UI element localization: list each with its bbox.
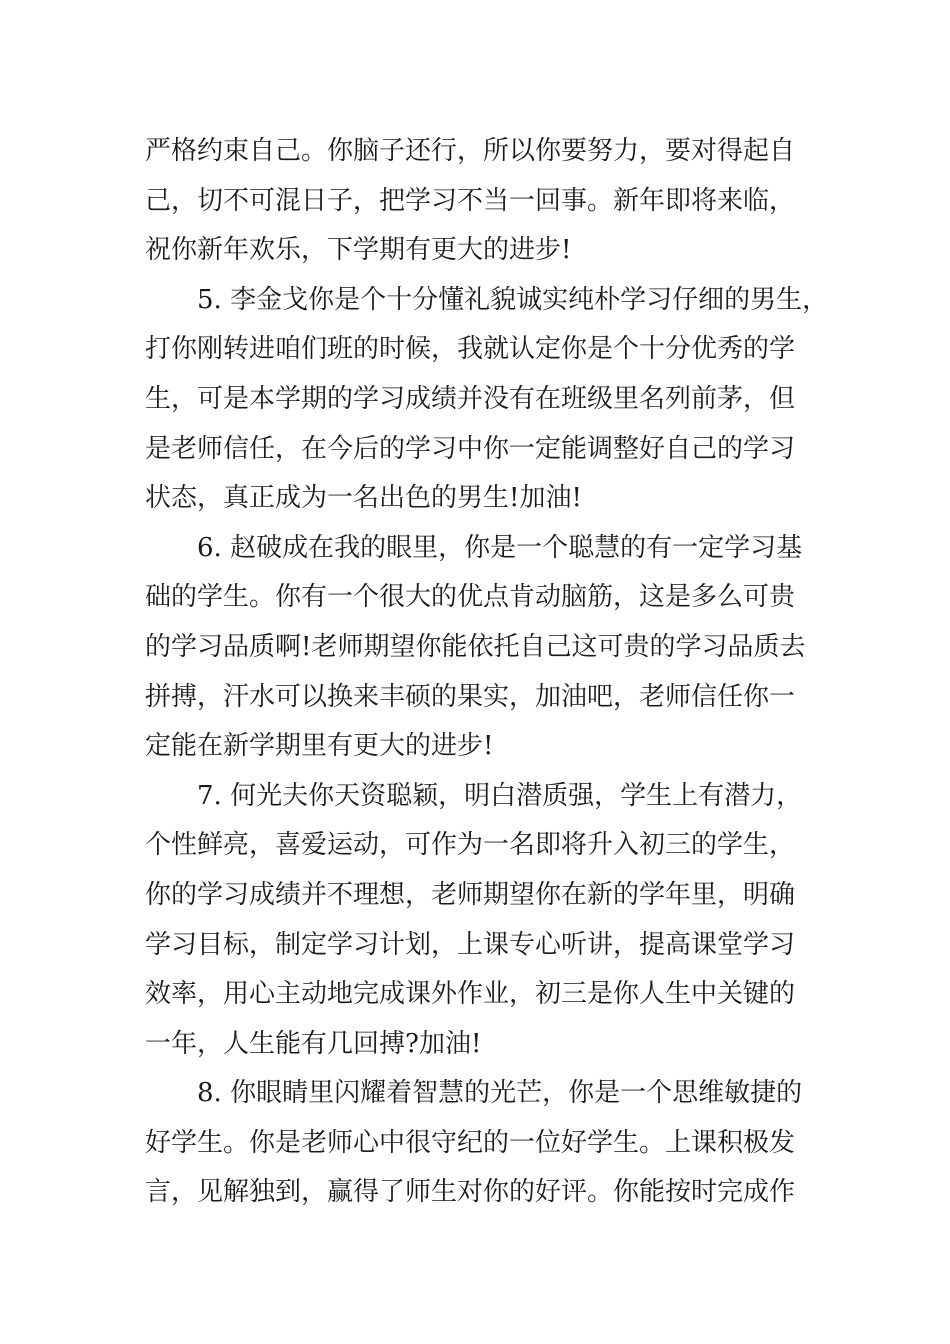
text-line: 效率，用心主动地完成课外作业，初三是你人生中关键的: [145, 979, 796, 1010]
text-line: 己，切不可混日子，把学习不当一回事。新年即将来临，: [145, 185, 796, 216]
text-line: 学习目标，制定学习计划，上课专心听讲，提高课堂学习: [145, 929, 796, 960]
text-line: 严格约束自己。你脑子还行，所以你要努力，要对得起自: [145, 136, 796, 166]
paragraph-first-line: 7. 何光夫你天资聪颖，明白潜质强，学生上有潜力，: [197, 780, 803, 811]
text-line: 状态，真正成为一名出色的男生!加油!: [145, 483, 582, 514]
text-line: 你的学习成绩并不理想，老师期望你在新的学年里，明确: [145, 879, 796, 910]
text-line: 是老师信任，在今后的学习中你一定能调整好自己的学习: [145, 433, 796, 464]
text-line: 的学习品质啊!老师期望你能依托自己这可贵的学习品质去: [145, 631, 806, 662]
text-line: 好学生。你是老师心中很守纪的一位好学生。上课积极发: [145, 1127, 796, 1158]
text-line: 础的学生。你有一个很大的优点肯动脑筋，这是多么可贵: [145, 582, 796, 613]
text-line: 言，见解独到，赢得了师生对你的好评。你能按时完成作: [145, 1177, 796, 1208]
text-line: 祝你新年欢乐，下学期有更大的进步!: [145, 235, 572, 266]
text-line: 生，可是本学期的学习成绩并没有在班级里名列前茅，但: [145, 383, 796, 414]
text-line: 打你刚转进咱们班的时候，我就认定你是个十分优秀的学: [145, 334, 796, 365]
paragraph-first-line: 5. 李金戈你是个十分懂礼貌诚实纯朴学习仔细的男生，: [197, 284, 829, 315]
text-line: 个性鲜亮，喜爱运动，可作为一名即将升入初三的学生，: [145, 830, 796, 861]
paragraph-first-line: 8. 你眼睛里闪耀着智慧的光芒，你是一个思维敏捷的: [197, 1078, 803, 1109]
text-line: 一年，人生能有几回搏?加油!: [145, 1028, 482, 1059]
text-line: 拼搏，汗水可以换来丰硕的果实，加油吧，老师信任你一: [145, 681, 796, 712]
paragraph-first-line: 6. 赵破成在我的眼里，你是一个聪慧的有一定学习基: [197, 532, 803, 563]
body-text: [145, 127, 829, 1218]
text-line: 定能在新学期里有更大的进步!: [145, 731, 494, 762]
